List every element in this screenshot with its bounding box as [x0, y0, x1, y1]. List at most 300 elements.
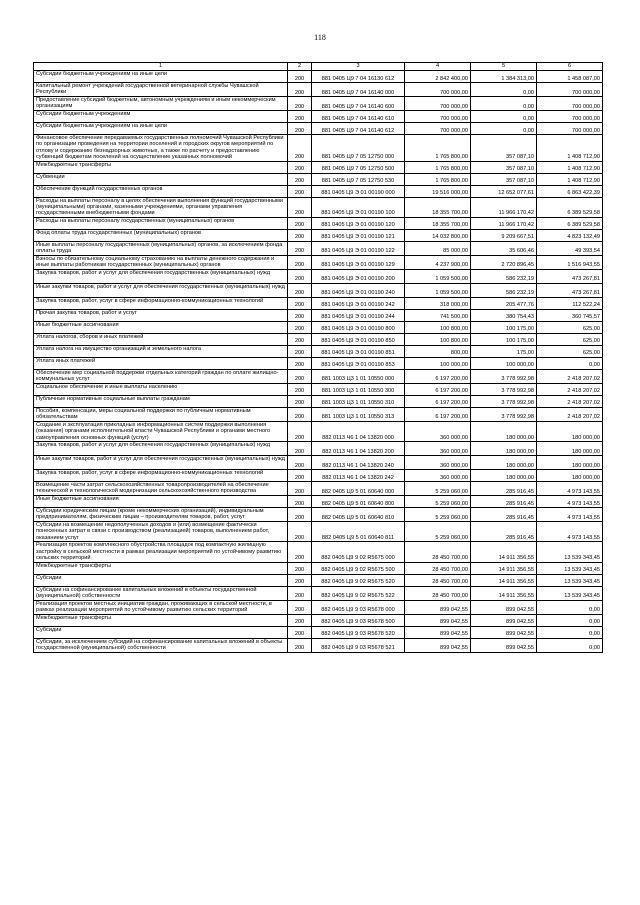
- row-budget-classification-code: 881 1003 Ц3 1 01 10550 300: [312, 383, 405, 395]
- row-approved-amount: 5 259 060,00: [405, 496, 471, 508]
- row-line-code: 200: [288, 173, 312, 185]
- row-description: Социальное обеспечение и иные выплаты населению: [34, 383, 288, 395]
- row-budget-classification-code: 881 0405 Ц9 Э 01 00190 240: [312, 283, 405, 297]
- row-budget-classification-code: 882 0405 Ц9 9 03 R5678 521: [312, 638, 405, 652]
- table-row: [34, 600, 603, 614]
- row-description: Публичные нормативные социальные выплаты гражданам: [34, 395, 288, 407]
- row-description: Обеспечение функций государственных органов: [34, 185, 288, 197]
- table-row: [34, 369, 603, 383]
- table-row: [34, 333, 603, 345]
- row-line-code: 200: [288, 600, 312, 614]
- column-header: 2: [288, 63, 312, 71]
- row-approved-amount: 1 765 800,00: [405, 161, 471, 173]
- row-approved-amount: 28 450 700,00: [405, 574, 471, 586]
- row-unexecuted-amount: 625,00: [537, 321, 603, 333]
- row-budget-classification-code: 882 0405 Ц9 5 01 60640 811: [312, 522, 405, 542]
- row-line-code: 200: [288, 496, 312, 508]
- row-budget-classification-code: 882 0405 Ц9 9 03 R5678 500: [312, 614, 405, 626]
- row-unexecuted-amount: 180 000,00: [537, 421, 603, 441]
- row-line-code: 200: [288, 345, 312, 357]
- row-line-code: 200: [288, 135, 312, 162]
- row-budget-classification-code: 881 0405 Ц9 Э 01 00190 800: [312, 321, 405, 333]
- row-line-code: 200: [288, 626, 312, 638]
- row-executed-amount: 100 175,00: [471, 333, 537, 345]
- row-description: Закупка товаров, работ, услуг в сфере информационно-коммуникационных технологий: [34, 470, 288, 482]
- row-unexecuted-amount: 49 393,54: [537, 241, 603, 255]
- row-executed-amount: 11 966 170,42: [471, 197, 537, 217]
- row-description: Субсидии: [34, 574, 288, 586]
- row-line-code: 200: [288, 470, 312, 482]
- table-row: [34, 614, 603, 626]
- row-description: Субвенции: [34, 173, 288, 185]
- row-budget-classification-code: 882 0113 Ч6 1 04 13820 240: [312, 456, 405, 470]
- row-description: Капитальный ремонт учреждений государственной ветеринарной службы Чувашской Республики: [34, 83, 288, 97]
- row-line-code: 200: [288, 508, 312, 522]
- row-description: Межбюджетные трансферты: [34, 562, 288, 574]
- table-row: [34, 395, 603, 407]
- row-budget-classification-code: 881 0405 Ц9 7 05 12750 000: [312, 135, 405, 162]
- row-unexecuted-amount: 180 000,00: [537, 470, 603, 482]
- row-executed-amount: 1 384 313,00: [471, 71, 537, 83]
- row-description: Уплата налогов, сборов и иных платежей: [34, 333, 288, 345]
- row-unexecuted-amount: 180 000,00: [537, 442, 603, 456]
- row-executed-amount: 100 175,00: [471, 321, 537, 333]
- row-unexecuted-amount: 0,00: [537, 357, 603, 369]
- row-line-code: 200: [288, 283, 312, 297]
- row-unexecuted-amount: 112 522,24: [537, 297, 603, 309]
- row-line-code: 200: [288, 229, 312, 241]
- table-row: [34, 482, 603, 496]
- table-row: [34, 269, 603, 283]
- table-row: [34, 297, 603, 309]
- row-approved-amount: 5 259 060,00: [405, 508, 471, 522]
- table-row: [34, 217, 603, 229]
- row-description: Создание и эксплуатация прикладных информационных систем поддержки выполнения (оказания) органами исполнительной власти Чувашской Республики и органами местного самоуправления основных функций (услуг): [34, 421, 288, 441]
- row-approved-amount: 2 842 400,00: [405, 71, 471, 83]
- row-line-code: 200: [288, 562, 312, 574]
- row-budget-classification-code: 882 0405 Ц9 9 02 R5675 520: [312, 574, 405, 586]
- row-approved-amount: 100 000,00: [405, 357, 471, 369]
- row-line-code: 200: [288, 421, 312, 441]
- row-executed-amount: 14 911 356,55: [471, 562, 537, 574]
- row-line-code: 200: [288, 456, 312, 470]
- table-row: [34, 456, 603, 470]
- row-unexecuted-amount: 700 000,00: [537, 97, 603, 111]
- table-row: [34, 161, 603, 173]
- row-unexecuted-amount: 625,00: [537, 333, 603, 345]
- row-budget-classification-code: 882 0113 Ч6 1 04 13820 200: [312, 442, 405, 456]
- row-unexecuted-amount: 700 000,00: [537, 111, 603, 123]
- row-approved-amount: 360 000,00: [405, 421, 471, 441]
- row-budget-classification-code: 881 0405 Ц9 Э 01 00190 242: [312, 297, 405, 309]
- row-line-code: 200: [288, 217, 312, 229]
- row-approved-amount: 360 000,00: [405, 456, 471, 470]
- row-budget-classification-code: 882 0405 Ц9 9 03 R5678 520: [312, 626, 405, 638]
- row-unexecuted-amount: 1 408 712,90: [537, 135, 603, 162]
- table-row: [34, 321, 603, 333]
- row-unexecuted-amount: 4 973 143,55: [537, 508, 603, 522]
- table-row: [34, 135, 603, 162]
- row-unexecuted-amount: 1 408 712,90: [537, 173, 603, 185]
- row-unexecuted-amount: 13 539 343,45: [537, 562, 603, 574]
- row-budget-classification-code: 882 0405 Ц9 9 03 R5678 000: [312, 600, 405, 614]
- row-description: Субсидии юридическим лицам (кроме некоммерческих организаций), индивидуальным предпринимателям, физическим лицам – производителям товаров, работ, услуг: [34, 508, 288, 522]
- row-executed-amount: 0,00: [471, 97, 537, 111]
- table-row: [34, 522, 603, 542]
- row-description: Обеспечение мер социальной поддержки отдельных категорий граждан по оплате жилищно-коммунальных услуг: [34, 369, 288, 383]
- table-row: [34, 574, 603, 586]
- row-executed-amount: 14 911 356,55: [471, 542, 537, 562]
- row-line-code: 200: [288, 123, 312, 135]
- table-body: [34, 71, 603, 653]
- row-unexecuted-amount: 6 863 422,39: [537, 185, 603, 197]
- row-line-code: 200: [288, 383, 312, 395]
- row-approved-amount: 6 197 200,00: [405, 369, 471, 383]
- row-unexecuted-amount: 1 516 943,55: [537, 255, 603, 269]
- row-line-code: 200: [288, 241, 312, 255]
- row-description: Субсидии на софинансирование капитальных вложений в объекты государственной (муниципальной) собственности: [34, 586, 288, 600]
- table-row: [34, 111, 603, 123]
- row-executed-amount: 14 911 356,55: [471, 586, 537, 600]
- row-unexecuted-amount: 1 408 712,90: [537, 161, 603, 173]
- row-line-code: 200: [288, 442, 312, 456]
- row-unexecuted-amount: 4 973 143,55: [537, 496, 603, 508]
- row-description: Расходы на выплаты персоналу в целях обеспечения выполнения функций государственными (муниципальными) органами, казенными учреждениями, органами управления государственными внебюджетными фондами: [34, 197, 288, 217]
- row-budget-classification-code: 881 0405 Ц9 7 04 16140 610: [312, 111, 405, 123]
- row-executed-amount: 285 916,45: [471, 508, 537, 522]
- row-line-code: 200: [288, 161, 312, 173]
- row-approved-amount: 100 800,00: [405, 321, 471, 333]
- row-executed-amount: 11 966 170,42: [471, 217, 537, 229]
- row-executed-amount: 3 778 992,98: [471, 383, 537, 395]
- table-row: [34, 496, 603, 508]
- row-description: Расходы на выплаты персоналу государственных (муниципальных) органов: [34, 217, 288, 229]
- row-line-code: 200: [288, 542, 312, 562]
- row-line-code: 200: [288, 357, 312, 369]
- table-row: [34, 185, 603, 197]
- table-row: [34, 542, 603, 562]
- row-unexecuted-amount: 13 539 343,45: [537, 542, 603, 562]
- row-executed-amount: 3 778 992,98: [471, 395, 537, 407]
- row-budget-classification-code: 881 0405 Ц9 7 04 16140 612: [312, 123, 405, 135]
- row-executed-amount: 12 652 077,61: [471, 185, 537, 197]
- row-approved-amount: 85 000,00: [405, 241, 471, 255]
- row-description: Предоставление субсидий бюджетным, автономным учреждениям и иным некоммерческим организациям: [34, 97, 288, 111]
- row-executed-amount: 180 000,00: [471, 442, 537, 456]
- row-description: Субсидии бюджетным учреждениям на иные цели: [34, 71, 288, 83]
- row-line-code: 200: [288, 197, 312, 217]
- row-unexecuted-amount: 6 389 529,58: [537, 197, 603, 217]
- row-approved-amount: 1 059 500,00: [405, 269, 471, 283]
- row-unexecuted-amount: 1 458 087,00: [537, 71, 603, 83]
- row-unexecuted-amount: 473 267,81: [537, 283, 603, 297]
- row-budget-classification-code: 881 0405 Ц9 Э 01 00190 000: [312, 185, 405, 197]
- row-description: Пособия, компенсации, меры социальной поддержки по публичным нормативным обязательствам: [34, 407, 288, 421]
- row-budget-classification-code: 881 0405 Ц9 7 04 16140 000: [312, 83, 405, 97]
- row-approved-amount: 18 355 700,00: [405, 217, 471, 229]
- row-description: Закупка товаров, работ и услуг для обеспечения государственных (муниципальных) нужд: [34, 442, 288, 456]
- row-budget-classification-code: 882 0113 Ч6 1 04 13820 000: [312, 421, 405, 441]
- table-row: [34, 229, 603, 241]
- table-row: [34, 638, 603, 652]
- table-row: [34, 283, 603, 297]
- row-budget-classification-code: 882 0405 Ц9 9 02 R5675 500: [312, 562, 405, 574]
- row-unexecuted-amount: 4 973 143,55: [537, 522, 603, 542]
- row-approved-amount: 6 197 200,00: [405, 383, 471, 395]
- row-executed-amount: 0,00: [471, 83, 537, 97]
- budget-execution-table: [33, 62, 603, 653]
- row-line-code: 200: [288, 71, 312, 83]
- row-description: Закупка товаров, работ и услуг для обеспечения государственных (муниципальных) нужд: [34, 269, 288, 283]
- row-unexecuted-amount: 700 000,00: [537, 83, 603, 97]
- row-description: Закупка товаров, работ, услуг в сфере информационно-коммуникационных технологий: [34, 297, 288, 309]
- row-approved-amount: 800,00: [405, 345, 471, 357]
- row-description: Уплата налога на имущество организаций и земельного налога: [34, 345, 288, 357]
- row-budget-classification-code: 881 0405 Ц9 Э 01 00190 100: [312, 197, 405, 217]
- table-row: [34, 173, 603, 185]
- row-description: Субсидии бюджетным учреждениям: [34, 111, 288, 123]
- row-executed-amount: 357 087,10: [471, 135, 537, 162]
- row-executed-amount: 586 232,19: [471, 283, 537, 297]
- row-line-code: 200: [288, 614, 312, 626]
- row-budget-classification-code: 881 1003 Ц3 1 01 10550 313: [312, 407, 405, 421]
- row-description: Иные бюджетные ассигнования: [34, 496, 288, 508]
- table-row: [34, 71, 603, 83]
- row-unexecuted-amount: 180 000,00: [537, 456, 603, 470]
- row-executed-amount: 100 000,00: [471, 357, 537, 369]
- row-approved-amount: 899 042,55: [405, 614, 471, 626]
- row-budget-classification-code: 881 0405 Ц9 Э 01 00190 853: [312, 357, 405, 369]
- row-executed-amount: 586 232,19: [471, 269, 537, 283]
- row-unexecuted-amount: 13 539 343,45: [537, 574, 603, 586]
- row-executed-amount: 180 000,00: [471, 456, 537, 470]
- table-row: [34, 508, 603, 522]
- row-description: Субсидии, за исключением субсидий на софинансирование капитальных вложений в объекты государственной (муниципальной) собственности: [34, 638, 288, 652]
- row-budget-classification-code: 882 0405 Ц9 5 01 60640 000: [312, 482, 405, 496]
- column-header: 4: [405, 63, 471, 71]
- row-unexecuted-amount: 6 389 529,58: [537, 217, 603, 229]
- row-approved-amount: 360 000,00: [405, 442, 471, 456]
- column-header: 6: [537, 63, 603, 71]
- row-executed-amount: 899 042,55: [471, 600, 537, 614]
- row-unexecuted-amount: 625,00: [537, 345, 603, 357]
- row-executed-amount: 2 720 896,45: [471, 255, 537, 269]
- row-approved-amount: 6 197 200,00: [405, 407, 471, 421]
- row-line-code: 200: [288, 369, 312, 383]
- row-budget-classification-code: 881 1003 Ц3 1 01 10550 310: [312, 395, 405, 407]
- table-row: [34, 357, 603, 369]
- row-approved-amount: 14 032 800,00: [405, 229, 471, 241]
- row-description: Финансовое обеспечение передаваемых государственных полномочий Чувашской Республики по организации проведения на территории поселений и городских округов мероприятий по отлову и содержанию безнадзорных животных, а также по расчету и предоставлению субвенций бюджетам поселений на осуществление указанных полномочий: [34, 135, 288, 162]
- row-line-code: 200: [288, 185, 312, 197]
- column-header: 3: [312, 63, 405, 71]
- row-budget-classification-code: 881 0405 Ц9 Э 01 00190 122: [312, 241, 405, 255]
- row-unexecuted-amount: 700 000,00: [537, 123, 603, 135]
- row-line-code: 200: [288, 638, 312, 652]
- row-approved-amount: 700 000,00: [405, 83, 471, 97]
- row-unexecuted-amount: 4 823 132,49: [537, 229, 603, 241]
- row-approved-amount: 5 259 060,00: [405, 482, 471, 496]
- row-description: Иные выплаты персоналу государственных (муниципальных) органов, за исключением фонда оплаты труда: [34, 241, 288, 255]
- row-approved-amount: 5 259 060,00: [405, 522, 471, 542]
- row-executed-amount: 180 000,00: [471, 470, 537, 482]
- row-budget-classification-code: 881 0405 Ц9 Э 01 00190 244: [312, 309, 405, 321]
- row-approved-amount: 28 450 700,00: [405, 542, 471, 562]
- table-row: [34, 407, 603, 421]
- row-approved-amount: 4 237 900,00: [405, 255, 471, 269]
- row-description: Иные бюджетные ассигнования: [34, 321, 288, 333]
- row-approved-amount: 28 450 700,00: [405, 562, 471, 574]
- row-executed-amount: 285 916,45: [471, 482, 537, 496]
- row-unexecuted-amount: 0,00: [537, 600, 603, 614]
- row-executed-amount: 180 000,00: [471, 421, 537, 441]
- table-row: [34, 562, 603, 574]
- row-description: Реализация проектов местных инициатив граждан, проживающих в сельской местности, в рамках реализации мероприятий по устойчивому развитию сельских территорий: [34, 600, 288, 614]
- row-line-code: 200: [288, 97, 312, 111]
- row-description: Уплата иных платежей: [34, 357, 288, 369]
- row-line-code: 200: [288, 111, 312, 123]
- table-row: [34, 626, 603, 638]
- row-budget-classification-code: 881 0405 Ц9 7 04 16130 612: [312, 71, 405, 83]
- row-approved-amount: 360 000,00: [405, 470, 471, 482]
- row-unexecuted-amount: 2 418 207,02: [537, 395, 603, 407]
- table-header-row: [34, 63, 603, 71]
- row-budget-classification-code: 881 0405 Ц9 Э 01 00190 850: [312, 333, 405, 345]
- table-row: [34, 442, 603, 456]
- row-budget-classification-code: 881 0405 Ц9 Э 01 00190 121: [312, 229, 405, 241]
- row-approved-amount: 19 516 000,00: [405, 185, 471, 197]
- row-budget-classification-code: 882 0405 Ц9 5 01 60640 800: [312, 496, 405, 508]
- table-row: [34, 421, 603, 441]
- row-description: Прочая закупка товаров, работ и услуг: [34, 309, 288, 321]
- row-description: Субсидии бюджетным учреждениям на иные цели: [34, 123, 288, 135]
- row-unexecuted-amount: 2 418 207,02: [537, 383, 603, 395]
- row-approved-amount: 1 765 800,00: [405, 173, 471, 185]
- row-line-code: 200: [288, 83, 312, 97]
- row-unexecuted-amount: 360 745,57: [537, 309, 603, 321]
- row-description: Межбюджетные трансферты: [34, 161, 288, 173]
- row-budget-classification-code: 881 0405 Ц9 7 04 16140 600: [312, 97, 405, 111]
- row-executed-amount: 285 916,45: [471, 496, 537, 508]
- row-description: Реализация проектов комплексного обустройства площадок под компактную жилищную застройку в сельской местности в рамках реализации мероприятий по устойчивому развитию сельских территорий: [34, 542, 288, 562]
- row-approved-amount: 100 800,00: [405, 333, 471, 345]
- row-line-code: 200: [288, 407, 312, 421]
- row-description: Субсидии на возмещение недополученных доходов и (или) возмещение фактически понесенных затрат в связи с производством (реализацией) товаров, выполнением работ, оказанием услуг: [34, 522, 288, 542]
- row-budget-classification-code: 882 0113 Ч6 1 04 13820 242: [312, 470, 405, 482]
- row-unexecuted-amount: 13 539 343,45: [537, 586, 603, 600]
- row-executed-amount: 899 042,55: [471, 614, 537, 626]
- row-budget-classification-code: 881 0405 Ц9 7 05 12750 530: [312, 173, 405, 185]
- row-executed-amount: 0,00: [471, 111, 537, 123]
- row-executed-amount: 0,00: [471, 123, 537, 135]
- row-budget-classification-code: 881 0405 Ц9 Э 01 00190 200: [312, 269, 405, 283]
- row-description: Субсидии: [34, 626, 288, 638]
- row-unexecuted-amount: 0,00: [537, 626, 603, 638]
- row-budget-classification-code: 882 0405 Ц9 9 02 R5675 522: [312, 586, 405, 600]
- row-line-code: 200: [288, 309, 312, 321]
- row-executed-amount: 380 754,43: [471, 309, 537, 321]
- row-budget-classification-code: 881 0405 Ц9 Э 01 00190 851: [312, 345, 405, 357]
- row-line-code: 200: [288, 522, 312, 542]
- row-description: Иные закупки товаров, работ и услуг для обеспечения государственных (муниципальных) нужд: [34, 456, 288, 470]
- row-executed-amount: 899 042,55: [471, 626, 537, 638]
- row-executed-amount: 35 606,46: [471, 241, 537, 255]
- table-row: [34, 309, 603, 321]
- row-approved-amount: 741 500,00: [405, 309, 471, 321]
- table-row: [34, 255, 603, 269]
- row-budget-classification-code: 882 0405 Ц9 5 01 60640 810: [312, 508, 405, 522]
- row-budget-classification-code: 881 0405 Ц9 Э 01 00190 120: [312, 217, 405, 229]
- table-row: [34, 123, 603, 135]
- row-line-code: 200: [288, 321, 312, 333]
- row-approved-amount: 700 000,00: [405, 123, 471, 135]
- row-approved-amount: 1 059 500,00: [405, 283, 471, 297]
- row-unexecuted-amount: 0,00: [537, 638, 603, 652]
- row-unexecuted-amount: 2 418 207,02: [537, 407, 603, 421]
- row-line-code: 200: [288, 269, 312, 283]
- table-row: [34, 241, 603, 255]
- row-executed-amount: 357 087,10: [471, 173, 537, 185]
- row-executed-amount: 9 209 667,51: [471, 229, 537, 241]
- page-number: 118: [314, 33, 326, 42]
- row-executed-amount: 899 042,55: [471, 638, 537, 652]
- row-unexecuted-amount: 473 267,81: [537, 269, 603, 283]
- row-approved-amount: 6 197 200,00: [405, 395, 471, 407]
- row-line-code: 200: [288, 395, 312, 407]
- row-description: Межбюджетные трансферты: [34, 614, 288, 626]
- row-approved-amount: 318 000,00: [405, 297, 471, 309]
- row-approved-amount: 700 000,00: [405, 111, 471, 123]
- row-budget-classification-code: 882 0405 Ц9 9 02 R5675 000: [312, 542, 405, 562]
- row-budget-classification-code: 881 0405 Ц9 Э 01 00190 129: [312, 255, 405, 269]
- row-line-code: 200: [288, 255, 312, 269]
- row-description: Возмещение части затрат сельскохозяйственных товаропроизводителей на обеспечение технической и технологической модернизации сельскохозяйственного производства: [34, 482, 288, 496]
- row-line-code: 200: [288, 586, 312, 600]
- row-executed-amount: 3 778 992,98: [471, 369, 537, 383]
- row-line-code: 200: [288, 482, 312, 496]
- row-budget-classification-code: 881 1003 Ц3 1 01 10550 000: [312, 369, 405, 383]
- row-line-code: 200: [288, 333, 312, 345]
- row-executed-amount: 357 087,10: [471, 161, 537, 173]
- row-approved-amount: 700 000,00: [405, 97, 471, 111]
- table-row: [34, 586, 603, 600]
- row-line-code: 200: [288, 297, 312, 309]
- row-description: Фонд оплаты труда государственных (муниципальных) органов: [34, 229, 288, 241]
- row-executed-amount: 3 778 992,98: [471, 407, 537, 421]
- table-row: [34, 197, 603, 217]
- row-executed-amount: 285 916,45: [471, 522, 537, 542]
- row-approved-amount: 899 042,55: [405, 600, 471, 614]
- row-description: Иные закупки товаров, работ и услуг для обеспечения государственных (муниципальных) нужд: [34, 283, 288, 297]
- table-row: [34, 83, 603, 97]
- row-approved-amount: 1 765 800,00: [405, 135, 471, 162]
- column-header: 1: [34, 63, 288, 71]
- row-approved-amount: 28 450 700,00: [405, 586, 471, 600]
- column-header: 5: [471, 63, 537, 71]
- table-row: [34, 97, 603, 111]
- row-unexecuted-amount: 0,00: [537, 614, 603, 626]
- row-unexecuted-amount: 2 418 207,02: [537, 369, 603, 383]
- row-approved-amount: 18 355 700,00: [405, 197, 471, 217]
- table-row: [34, 383, 603, 395]
- row-executed-amount: 14 911 356,55: [471, 574, 537, 586]
- row-executed-amount: 175,00: [471, 345, 537, 357]
- row-description: Взносы по обязательному социальному страхованию на выплаты денежного содержания и иные выплаты работникам государственных (муниципальных) органов: [34, 255, 288, 269]
- row-approved-amount: 899 042,55: [405, 626, 471, 638]
- row-executed-amount: 205 477,76: [471, 297, 537, 309]
- row-unexecuted-amount: 4 973 143,55: [537, 482, 603, 496]
- table-row: [34, 345, 603, 357]
